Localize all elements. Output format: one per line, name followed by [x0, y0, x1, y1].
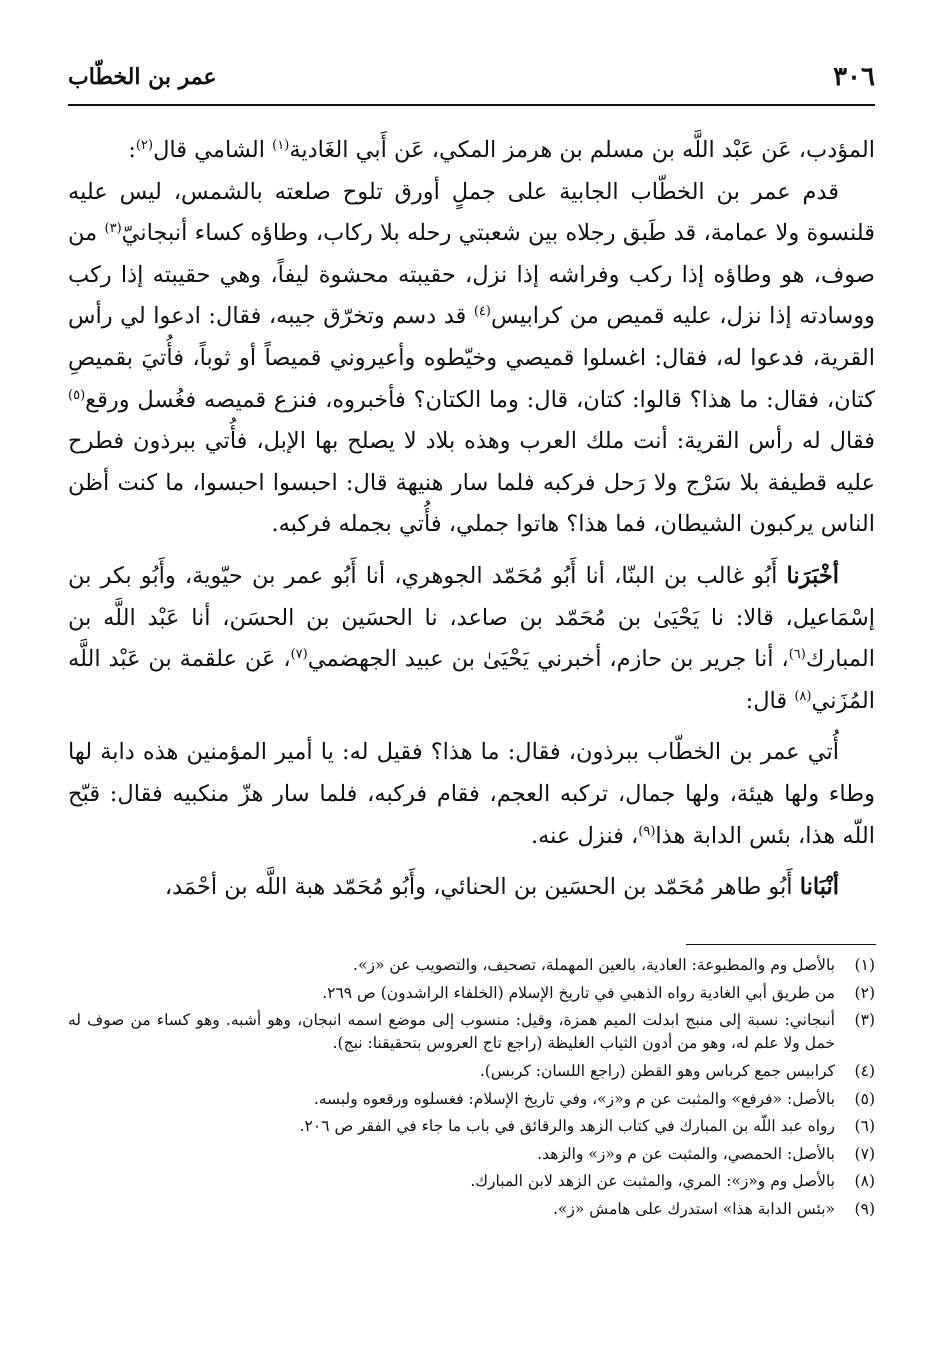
text-run: قدم عمر بن الخطّاب الجابية على جملٍ أورق تلوح صلعته بالشمس، ليس عليه قلنسوة ولا عمامة، قد طَبق رجلاه بين شعبتي رحله بلا ركاب، وطاؤه كساء أنبجانيّ — [68, 178, 875, 247]
page-number: ٣٠٦ — [833, 62, 875, 92]
text-run: فقال له رأس القرية: أنت ملك العرب وهذه بلاد لا يصلح بها الإبل، فأُتي ببرذون فطرح عليه قطيفة بلا سَرْج ولا رَحل فركبه فلما سار هنيهة قال: احبسوا احبسوا، ما كنت أظن الناس يركبون الشيطان، فما هذا؟ هاتوا جملي، فأُتي بجمله فركبه. — [68, 428, 875, 538]
footnote-marker: (٤) — [473, 304, 491, 320]
body-paragraph — [68, 732, 875, 857]
footnote-text: بالأصل وم والمطبوعة: العادية، بالعين المهملة، تصحيف، والتصويب عن «ز». — [353, 956, 835, 974]
footnote-text: بالأصل وم و«ز»: المري، والمثبت عن الزهد لابن المبارك. — [470, 1172, 835, 1191]
footnote — [68, 1170, 875, 1193]
footnote — [68, 1198, 875, 1221]
text-run: المؤدب، عَن عَبْد اللَّه بن مسلم بن هرمز المكي، عَن أَبي الغَادية — [289, 137, 875, 163]
footnote-text: أنبجاني: نسبة إلى منبج ابدلت الميم همزة، وقيل: منسوب إلى موضع اسمه انبجان، وهو أشبه. وهو كساء من صوف له خمل ولا علم له، وهو من أدون الثياب الغليظة (راجع تاج العروس بتحقيقنا: نبج). — [68, 1011, 835, 1053]
footnote-text: كرابيس جمع كرباس وهو القطن (راجع اللسان: كربس). — [479, 1061, 835, 1080]
footnote-marker: (٢) — [135, 138, 154, 153]
footnote-text: «بئس الدابة هذا» استدرك على هامش «ز». — [553, 1199, 835, 1218]
isnad-lead-word: أنْبَانا — [799, 874, 839, 901]
isnad-lead-word: أخْبَرَنا — [786, 562, 839, 589]
footnote-number: (٥) — [854, 1089, 875, 1108]
footnote — [68, 954, 875, 977]
footnote-number: (٨) — [854, 1172, 875, 1191]
footnote-number: (٣) — [854, 1011, 875, 1030]
footnote-text: بالأصل: الحمصي، والمثبت عن م و«ز» والزهد. — [537, 1144, 835, 1163]
body-paragraph — [68, 867, 875, 909]
footnote-number: (١) — [854, 956, 875, 974]
footnote-marker: (٥) — [68, 387, 86, 403]
footnote-number: (٧) — [854, 1144, 875, 1163]
footnote-text: بالأصل: «فرفع» والمثبت عن م و«ز»، وفي تاريخ الإسلام: فغسلوه ورقعوه ولبسه. — [313, 1089, 835, 1108]
footnote-text: من طريق أبي الغادية رواه الذهبي في تاريخ الإسلام (الخلفاء الراشدون) ص ٢٦٩. — [322, 983, 835, 1002]
text-run: أَبُو طاهر مُحَمّد بن الحسَين بن الحنائي، وأَبُو مُحَمّد هبة اللَّه بن أحْمَد، — [164, 874, 800, 901]
footnote — [68, 1143, 875, 1166]
text-run: ، فنزل عنه. — [530, 822, 639, 849]
footnote-marker: (٨) — [794, 688, 812, 704]
footnotes — [68, 954, 875, 1226]
footnote-marker: (١) — [272, 138, 290, 153]
footnote-number: (٢) — [854, 983, 875, 1002]
page-header — [68, 62, 875, 102]
text-run: الشامي قال — [153, 137, 273, 163]
running-title: عمر بن الخطّاب — [68, 64, 217, 90]
text-run: ، عَن علقمة بن عَبْد اللَّه المُزَني — [68, 646, 875, 714]
text-run: أَبُو غالب بن البنّا، أنا أَبُو مُحَمّد الجوهري، أنا أَبُو عمر بن حيّوية، وأَبُو بكر بن إسْمَاعيل، قالا: نا يَحْيَىٰ بن مُحَمّد بن صاعد، نا الحسَين بن الحسَن، أنا عَبْد اللَّه بن المبارك — [68, 562, 876, 673]
footnote-marker: (٩) — [638, 823, 656, 839]
footnote — [68, 982, 875, 1005]
footnote-marker: (٣) — [104, 221, 122, 237]
footnote — [68, 1088, 875, 1111]
footnote-marker: (٧) — [290, 647, 308, 663]
text-run: : — [128, 137, 136, 163]
footnote-number: (٦) — [854, 1117, 875, 1136]
footnote — [68, 1009, 875, 1055]
footnote-number: (٩) — [854, 1199, 875, 1218]
body-paragraph — [68, 172, 875, 546]
text-run: من صوف، هو وطاؤه إذا ركب وفراشه إذا نزل، حقيبته محشوة ليفاً، وهي حقيبته إذا ركب ووسادته إذا نزل، عليه قميص من كرابيس — [68, 220, 875, 330]
header-divider — [68, 104, 875, 106]
footnote — [68, 1060, 875, 1083]
footnote-divider — [686, 944, 876, 945]
body-paragraph — [68, 556, 875, 722]
main-text — [68, 130, 875, 909]
footnote-text: رواه عبد اللّه بن المبارك في كتاب الزهد والرقائق في باب ما جاء في الفقر ص ٢٠٦. — [299, 1117, 835, 1136]
footnote-marker: (٦) — [788, 647, 806, 663]
text-run: قد دسم وتخرّق جيبه، فقال: ادعوا لي رأس القرية، فدعوا له، فقال: اغسلوا قميصي وخيّطوه وأعيروني قميصاً أو ثوباً، فأُتيَ بقميصِ كتان، فقال: ما هذا؟ قالوا: كتان، قال: وما الكتان؟ فأخبروه، فنزع قميصه فغُسل ورقع — [68, 303, 876, 413]
text-run: قال: — [745, 687, 795, 714]
text-run: ، أنا جرير بن حازم، أخبرني يَحْيَىٰ بن عبيد الجهضمي — [307, 646, 789, 673]
footnote-number: (٤) — [854, 1061, 875, 1080]
text-run: أُتي عمر بن الخطّاب ببرذون، فقال: ما هذا؟ فقيل له: يا أمير المؤمنين هذه دابة لها وطاء ولها هيئة، ولها جمال، تركبه العجم، فقام فركبه، فلما سار هزّ منكبيه فقال: قبّح اللّه هذا، بئس الدابة هذا — [68, 739, 875, 849]
body-paragraph — [68, 130, 875, 172]
footnote — [68, 1115, 875, 1138]
